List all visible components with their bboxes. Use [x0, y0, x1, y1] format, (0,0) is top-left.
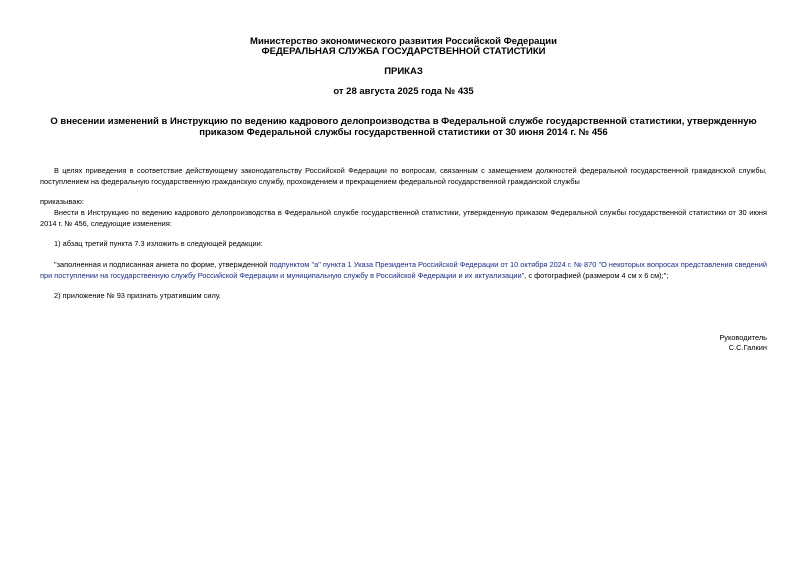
- document-type: ПРИКАЗ: [384, 66, 423, 77]
- decree-link[interactable]: подпунктом "а" пункта 1 Указа Президента Российской Федерации от 10 октября 2024 г. № 870 "О некоторых вопросах представления сведений при поступлении на государственную службу Российской Федерации и муниципальную службу в Российской Федерации и их актуализации": [40, 260, 767, 280]
- intro-paragraph: Внести в Инструкцию по ведению кадрового делопроизводства в Федеральной службе государственной статистики, утвержденную приказом Федеральной службы государственной статистики от 30 июня 2014 г. № 456, следующие изменения:: [40, 208, 767, 228]
- signature-position: Руководитель: [719, 333, 767, 342]
- quote-end-text: , с фотографией (размером 4 см х 6 см);";: [524, 270, 669, 280]
- item-2: 2) приложение № 93 признать утратившим силу.: [54, 291, 221, 300]
- document-title: О внесении изменений в Инструкцию по ведению кадрового делопроизводства в Федеральной службе государственной статистики, утвержденную приказом Федеральной службы государственной статистики от 30 июня 2014 г. № 456: [50, 116, 757, 138]
- signature-name: С.С.Галкин: [728, 343, 767, 352]
- order-word: приказываю:: [40, 197, 84, 206]
- item-1: 1) абзац третий пункта 7.3 изложить в следующей редакции:: [54, 239, 263, 248]
- quote-start-text: "заполненная и подписанная анкета по форме, утвержденной: [54, 260, 270, 269]
- document-date-number: от 28 августа 2025 года № 435: [333, 86, 474, 97]
- ministry-name: Министерство экономического развития Российской Федерации: [250, 36, 557, 47]
- service-name: ФЕДЕРАЛЬНАЯ СЛУЖБА ГОСУДАРСТВЕННОЙ СТАТИСТИКИ: [261, 46, 546, 57]
- preamble-paragraph: В целях приведения в соответствие действующему законодательству Российской Федерации по вопросам, связанным с замещением должностей федеральной государственной гражданской службы, поступлением на федеральную государственную гражданскую службу, прохождением и прекращением федеральной государственной гражданской службы: [40, 166, 767, 186]
- quoted-paragraph: [40, 260, 767, 281]
